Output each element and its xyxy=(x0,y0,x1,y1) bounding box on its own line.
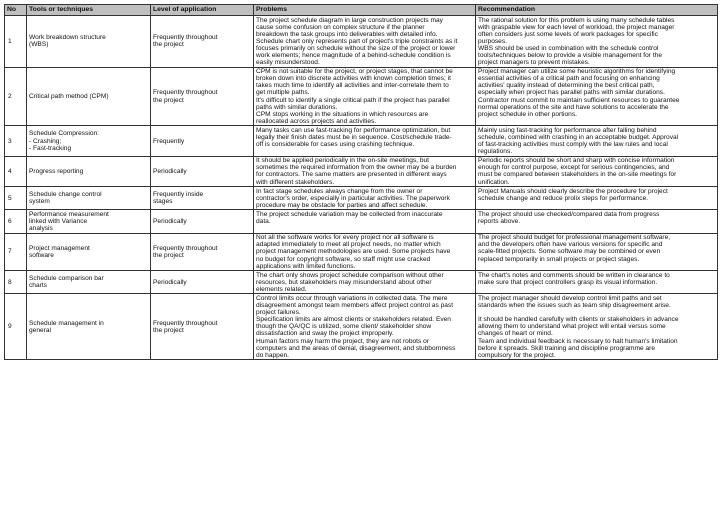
problems-text: Control limits occur through variations in collected data. The mere disagreement amongst team members affect project control as past project failures. Specification limits are almost clients or stakeholders related. Even though the QA/QC is utilized, some client/ stakeholder show dissatisfaction and sway the project improperly. Human factors may harm the project, they are not robots or computers and the areas of denial, disagreement, and stubbornness do happen. xyxy=(254,294,476,360)
application-level: Frequently xyxy=(151,126,254,156)
tool-name: Work breakdown structure (WBS) xyxy=(27,16,151,68)
problems-text: Not all the software works for every project nor all software is adapted immediately to meet all project needs, no matter which project management methodologies are used. Some projects have no budget for copyright software, so staff might use cracked applications with limited functions. xyxy=(254,233,476,270)
row-number: 4 xyxy=(5,156,27,186)
row-number: 6 xyxy=(5,210,27,233)
recommendation-text: The project should use checked/compared data from progress reports above. xyxy=(476,210,718,233)
table-row xyxy=(5,233,718,270)
problems-text: Many tasks can use fast-tracking for performance optimization, but legally their finish dates must be in sequence. Cost/schedule trade- off is considerable for cases using crashing technique. xyxy=(254,126,476,156)
application-level: Frequently throughout the project xyxy=(151,16,254,68)
recommendation-text: The rational solution for this problem is using many schedule tables with graspable view for each level of workload, the project manager often considers just some levels of work packages for specific purposes. WBS should be used in combination with the schedule control tools/techniques below to provide a visible management for the project managers to prevent mistakes. xyxy=(476,16,718,68)
recommendation-text: Mainly using fast-tracking for performance after falling behind schedule, combined with crashing in an acceptable budget. Approval of fast-tracking activities must comply with the law rules and local regulations. xyxy=(476,126,718,156)
problems-text: The chart only shows project schedule comparison without other resources, but stakeholders may misunderstand about other elements related. xyxy=(254,271,476,294)
recommendation-text: The project manager should develop control limit paths and set standards when the issues such as team ship disagreement arise. It should be handled carefully with clients or stakeholders in advance allowing them to understand what project will entail versus some changes of heart or mind. Team and individual feedback is necessary to halt human's limitation before it spreads. Skill training and discipline programme are compulsory for the project. xyxy=(476,294,718,360)
table-row xyxy=(5,187,718,210)
header-problems: Problems xyxy=(254,5,476,16)
recommendation-text: The chart's notes and comments should be written in clearance to make sure that project controllers grasp its visual information. xyxy=(476,271,718,294)
tool-name: Progress reporting xyxy=(27,156,151,186)
table-row xyxy=(5,294,718,360)
problems-text: The project schedule variation may be collected from inaccurate data. xyxy=(254,210,476,233)
application-level: Frequently throughout the project xyxy=(151,233,254,270)
table-row xyxy=(5,16,718,68)
tool-name: Schedule change control system xyxy=(27,187,151,210)
row-number: 3 xyxy=(5,126,27,156)
application-level: Periodically xyxy=(151,271,254,294)
table-row xyxy=(5,210,718,233)
table-row xyxy=(5,67,718,126)
document-page xyxy=(4,4,717,360)
problems-text: In fact stage schedules always change from the owner or contractor's order, especially in particular activities. The paperwork procedure may be obstacle for parties and affect schedule. xyxy=(254,187,476,210)
application-level: Frequently throughout the project xyxy=(151,67,254,126)
row-number: 2 xyxy=(5,67,27,126)
table-header-row xyxy=(5,5,718,16)
header-no: No xyxy=(5,5,27,16)
row-number: 8 xyxy=(5,271,27,294)
tool-name: Project management software xyxy=(27,233,151,270)
problems-text: CPM is not suitable for the project, or project stages, that cannot be broken down into discrete activities with known completion times; it takes much time to identify all activities and inter-correlate them to get multiple paths. It's difficult to identify a single critical path if the project has parallel paths with similar durations. CPM stops working in the situations in which resources are reallocated across projects and activities. xyxy=(254,67,476,126)
schedule-tools-table xyxy=(4,4,718,360)
header-level: Level of application xyxy=(151,5,254,16)
tool-name: Schedule management in general xyxy=(27,294,151,360)
row-number: 7 xyxy=(5,233,27,270)
recommendation-text: The project should budget for professional management software, and the developers often have various versions for specific and scale-fitted projects. Some software may be combined or even replaced temporarily in small projects or project stages. xyxy=(476,233,718,270)
application-level: Periodically xyxy=(151,210,254,233)
table-row xyxy=(5,271,718,294)
application-level: Periodically xyxy=(151,156,254,186)
tool-name: Performance measurement linked with Variance analysis xyxy=(27,210,151,233)
row-number: 1 xyxy=(5,16,27,68)
problems-text: The project schedule diagram in large construction projects may cause some confusion on complex structure if the planner breakdown the task groups into deliverables with detailed info. Schedule chart only represents part of project's triple constraints as it focuses primarily on schedule without the size of the project or lower work elements; hence magnitude of a behind-schedule condition is easily misunderstood. xyxy=(254,16,476,68)
row-number: 5 xyxy=(5,187,27,210)
recommendation-text: Project Manuals should clearly describe the procedure for project schedule change and reduce prolix steps for performance. xyxy=(476,187,718,210)
table-row xyxy=(5,126,718,156)
problems-text: It should be applied periodically in the on-site meetings, but sometimes the required information from the owner may be a burden for contractors. The same matters are presented in different ways with different stakeholders. xyxy=(254,156,476,186)
tool-name: Schedule comparison bar charts xyxy=(27,271,151,294)
table-row xyxy=(5,156,718,186)
application-level: Frequently throughout the project xyxy=(151,294,254,360)
recommendation-text: Project manager can utilize some heuristic algorithms for identifying essential activities of a critical path and focusing on enhancing activities' quality instead of determining the best critical path, especially when project has parallel paths with similar durations. Contractor must commit to maintain sufficient resources to guarantee normal operations of the site and have solutions to accelerate the project schedule in other portions. xyxy=(476,67,718,126)
row-number: 9 xyxy=(5,294,27,360)
tool-name: Schedule Compression: - Crashing; - Fast-tracking xyxy=(27,126,151,156)
header-recommendation: Recommendation xyxy=(476,5,718,16)
header-tool: Tools or techniques xyxy=(27,5,151,16)
tool-name: Critical path method (CPM) xyxy=(27,67,151,126)
application-level: Frequently inside stages xyxy=(151,187,254,210)
recommendation-text: Periodic reports should be short and sharp with concise information enough for control purpose, except for serious contingencies, and must be compared between stakeholders in the on-site meetings for unification. xyxy=(476,156,718,186)
